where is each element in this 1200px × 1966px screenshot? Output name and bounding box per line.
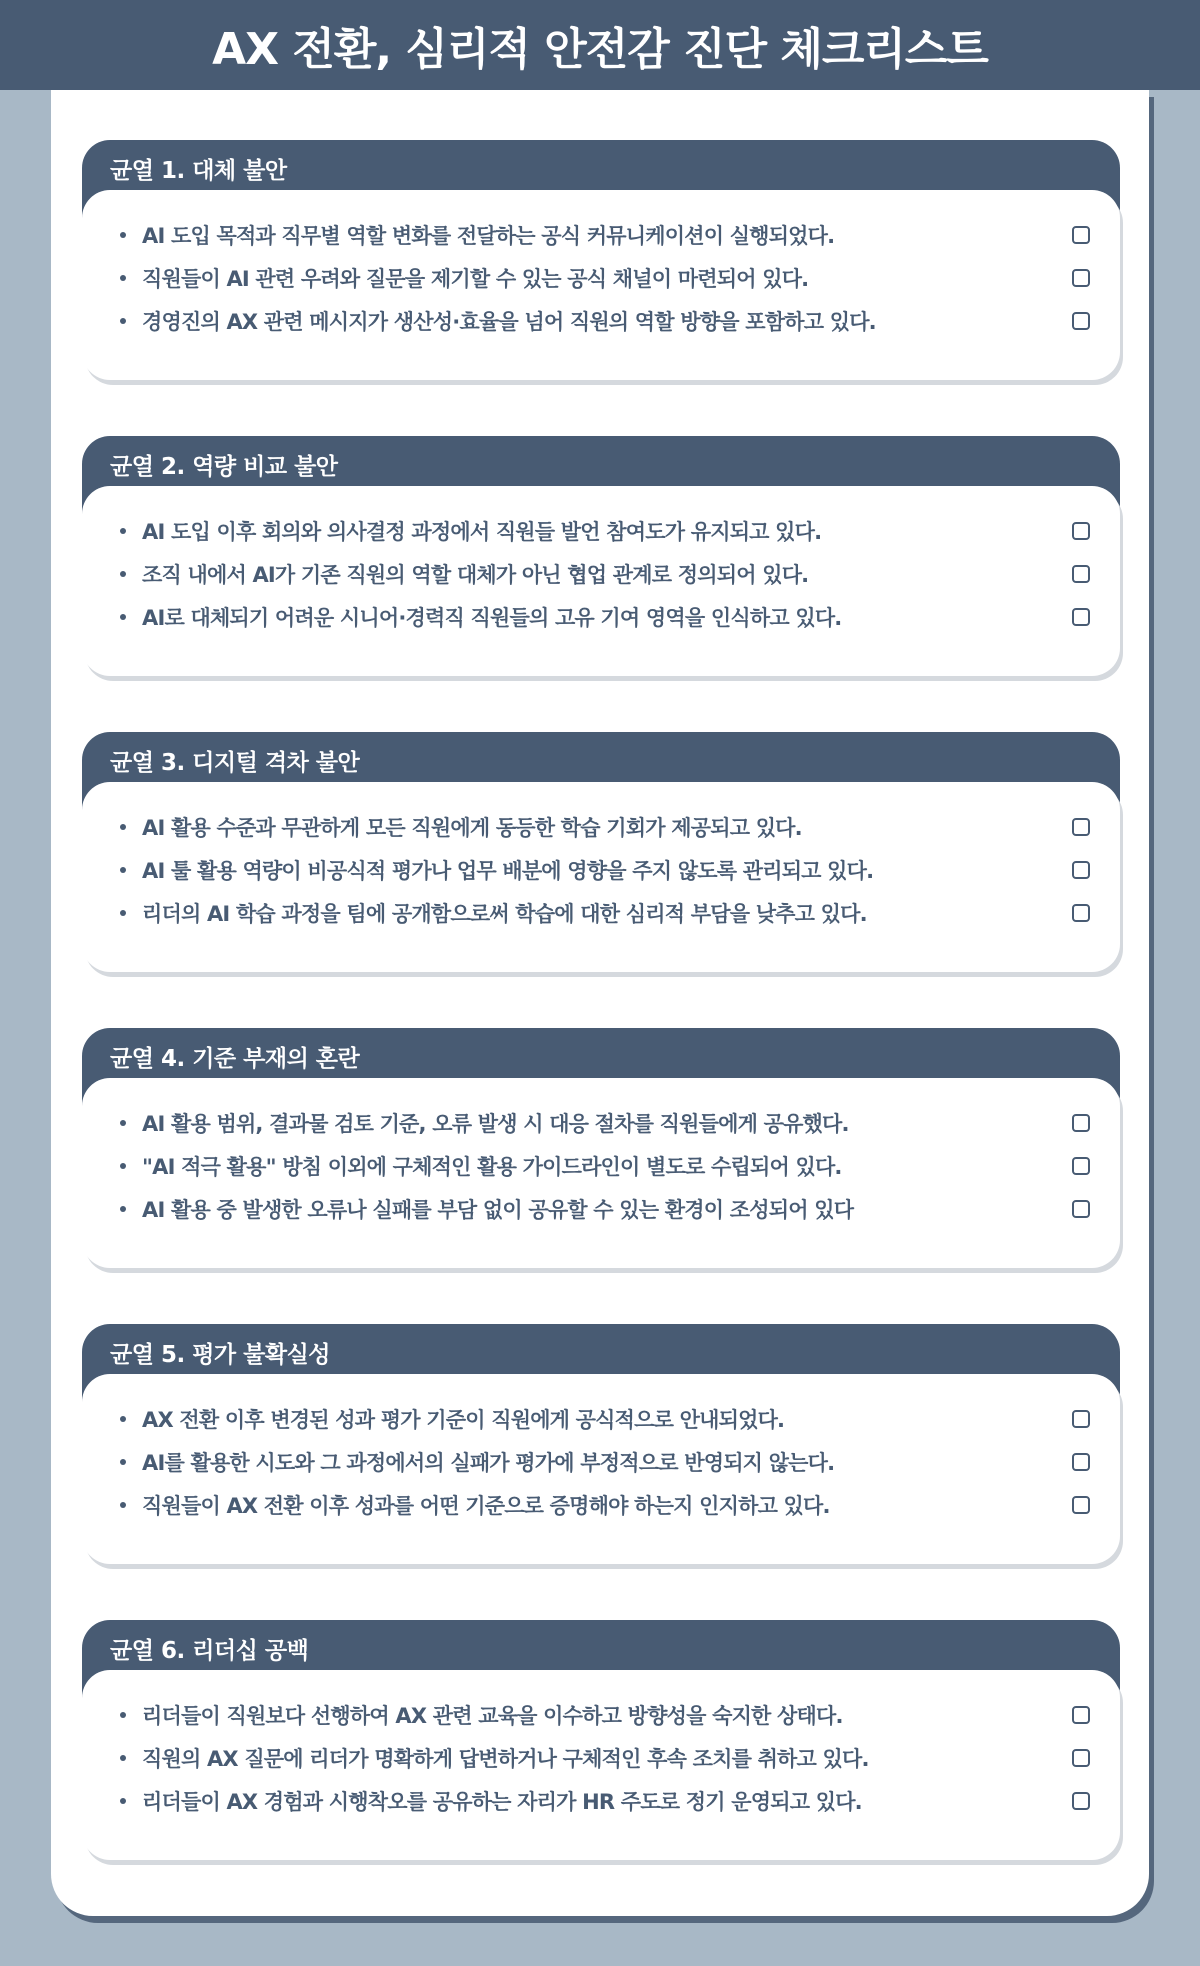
- checkbox[interactable]: [1072, 608, 1090, 626]
- checklist-item: [120, 853, 1100, 887]
- section-title: 균열 1. 대체 불안: [110, 158, 287, 184]
- checklist-item: [120, 810, 1100, 844]
- page-header: [0, 0, 1200, 90]
- section-body: [82, 1670, 1120, 1860]
- checklist-item: [120, 1784, 1100, 1818]
- checkbox[interactable]: [1072, 1792, 1090, 1810]
- checkbox[interactable]: [1072, 1749, 1090, 1767]
- bullet-icon: [120, 824, 126, 830]
- checklist-item: [120, 1488, 1100, 1522]
- checkbox[interactable]: [1072, 1496, 1090, 1514]
- checklist-item: [120, 261, 1100, 295]
- section-title: 균열 2. 역량 비교 불안: [110, 454, 338, 480]
- section-4: [82, 1028, 1120, 1268]
- checklist-item-text: AI 툴 활용 역량이 비공식적 평가나 업무 배분에 영향을 주지 않도록 관리되고 있다.: [142, 859, 874, 883]
- checklist-item: [120, 600, 1100, 634]
- bullet-icon: [120, 1120, 126, 1126]
- checklist-item-text: 리더들이 직원보다 선행하여 AX 관련 교육을 이수하고 방향성을 숙지한 상태다.: [142, 1704, 843, 1728]
- checkbox[interactable]: [1072, 1114, 1090, 1132]
- bullet-icon: [120, 1206, 126, 1212]
- checkbox[interactable]: [1072, 1453, 1090, 1471]
- checklist-item-text: AI 도입 이후 회의와 의사결정 과정에서 직원들 발언 참여도가 유지되고 있다.: [142, 520, 822, 544]
- bullet-icon: [120, 910, 126, 916]
- bullet-icon: [120, 1416, 126, 1422]
- page-title: AX 전환, 심리적 안전감 진단 체크리스트: [212, 24, 988, 75]
- checkbox[interactable]: [1072, 1200, 1090, 1218]
- checklist-item-text: AI 활용 수준과 무관하게 모든 직원에게 동등한 학습 기회가 제공되고 있다.: [142, 816, 802, 840]
- checkbox[interactable]: [1072, 312, 1090, 330]
- section-title: 균열 3. 디지털 격차 불안: [110, 750, 360, 776]
- checklist-item-text: "AI 적극 활용" 방침 이외에 구체적인 활용 가이드라인이 별도로 수립되어 있다.: [142, 1155, 842, 1179]
- checklist-item: [120, 1149, 1100, 1183]
- checklist-item-text: 경영진의 AX 관련 메시지가 생산성·효율을 넘어 직원의 역할 방향을 포함하고 있다.: [142, 310, 876, 334]
- bullet-icon: [120, 1712, 126, 1718]
- checklist-item: [120, 896, 1100, 930]
- bullet-icon: [120, 1755, 126, 1761]
- checkbox[interactable]: [1072, 818, 1090, 836]
- checklist-item-text: 직원들이 AX 전환 이후 성과를 어떤 기준으로 증명해야 하는지 인지하고 있다.: [142, 1494, 830, 1518]
- checklist-item: [120, 1402, 1100, 1436]
- checkbox[interactable]: [1072, 861, 1090, 879]
- checkbox[interactable]: [1072, 1706, 1090, 1724]
- section-3: [82, 732, 1120, 972]
- section-body: [82, 486, 1120, 676]
- checklist-item: [120, 514, 1100, 548]
- checkbox[interactable]: [1072, 269, 1090, 287]
- bullet-icon: [120, 318, 126, 324]
- checklist-item: [120, 1741, 1100, 1775]
- checklist-item: [120, 1106, 1100, 1140]
- checkbox[interactable]: [1072, 565, 1090, 583]
- checklist-item-text: 직원의 AX 질문에 리더가 명확하게 답변하거나 구체적인 후속 조치를 취하고 있다.: [142, 1747, 869, 1771]
- checklist-item-text: AI 활용 범위, 결과물 검토 기준, 오류 발생 시 대응 절차를 직원들에게 공유했다.: [142, 1112, 849, 1136]
- bullet-icon: [120, 867, 126, 873]
- section-5: [82, 1324, 1120, 1564]
- section-1: [82, 140, 1120, 380]
- checklist-item-text: 조직 내에서 AI가 기존 직원의 역할 대체가 아닌 협업 관계로 정의되어 있다.: [142, 563, 809, 587]
- checklist-item-text: AX 전환 이후 변경된 성과 평가 기준이 직원에게 공식적으로 안내되었다.: [142, 1408, 785, 1432]
- checklist-item-text: AI 활용 중 발생한 오류나 실패를 부담 없이 공유할 수 있는 환경이 조성되어 있다: [142, 1198, 854, 1222]
- checklist-item: [120, 557, 1100, 591]
- checklist-item-text: AI를 활용한 시도와 그 과정에서의 실패가 평가에 부정적으로 반영되지 않는다.: [142, 1451, 835, 1475]
- section-body: [82, 1078, 1120, 1268]
- checklist-item-text: AI로 대체되기 어려운 시니어·경력직 직원들의 고유 기여 영역을 인식하고 있다.: [142, 606, 842, 630]
- bullet-icon: [120, 1798, 126, 1804]
- bullet-icon: [120, 528, 126, 534]
- section-2: [82, 436, 1120, 676]
- bullet-icon: [120, 1459, 126, 1465]
- section-body: [82, 190, 1120, 380]
- checkbox[interactable]: [1072, 1410, 1090, 1428]
- bullet-icon: [120, 571, 126, 577]
- checklist-item: [120, 1698, 1100, 1732]
- bullet-icon: [120, 1163, 126, 1169]
- section-body: [82, 1374, 1120, 1564]
- section-title: 균열 4. 기준 부재의 혼란: [110, 1046, 360, 1072]
- checklist-item: [120, 1445, 1100, 1479]
- checklist-item: [120, 304, 1100, 338]
- checklist-item-text: AI 도입 목적과 직무별 역할 변화를 전달하는 공식 커뮤니케이션이 실행되었다.: [142, 224, 835, 248]
- checkbox[interactable]: [1072, 226, 1090, 244]
- checklist-item-text: 직원들이 AI 관련 우려와 질문을 제기할 수 있는 공식 채널이 마련되어 있다.: [142, 267, 809, 291]
- checklist-item-text: 리더들이 AX 경험과 시행착오를 공유하는 자리가 HR 주도로 정기 운영되고 있다.: [142, 1790, 862, 1814]
- section-6: [82, 1620, 1120, 1860]
- section-body: [82, 782, 1120, 972]
- bullet-icon: [120, 275, 126, 281]
- checkbox[interactable]: [1072, 904, 1090, 922]
- bullet-icon: [120, 232, 126, 238]
- section-title: 균열 5. 평가 불확실성: [110, 1342, 331, 1368]
- checkbox[interactable]: [1072, 522, 1090, 540]
- checklist-item-text: 리더의 AI 학습 과정을 팀에 공개함으로써 학습에 대한 심리적 부담을 낮추고 있다.: [142, 902, 867, 926]
- bullet-icon: [120, 614, 126, 620]
- bullet-icon: [120, 1502, 126, 1508]
- checkbox[interactable]: [1072, 1157, 1090, 1175]
- section-title: 균열 6. 리더십 공백: [110, 1638, 309, 1664]
- checklist-item: [120, 218, 1100, 252]
- checklist-item: [120, 1192, 1100, 1226]
